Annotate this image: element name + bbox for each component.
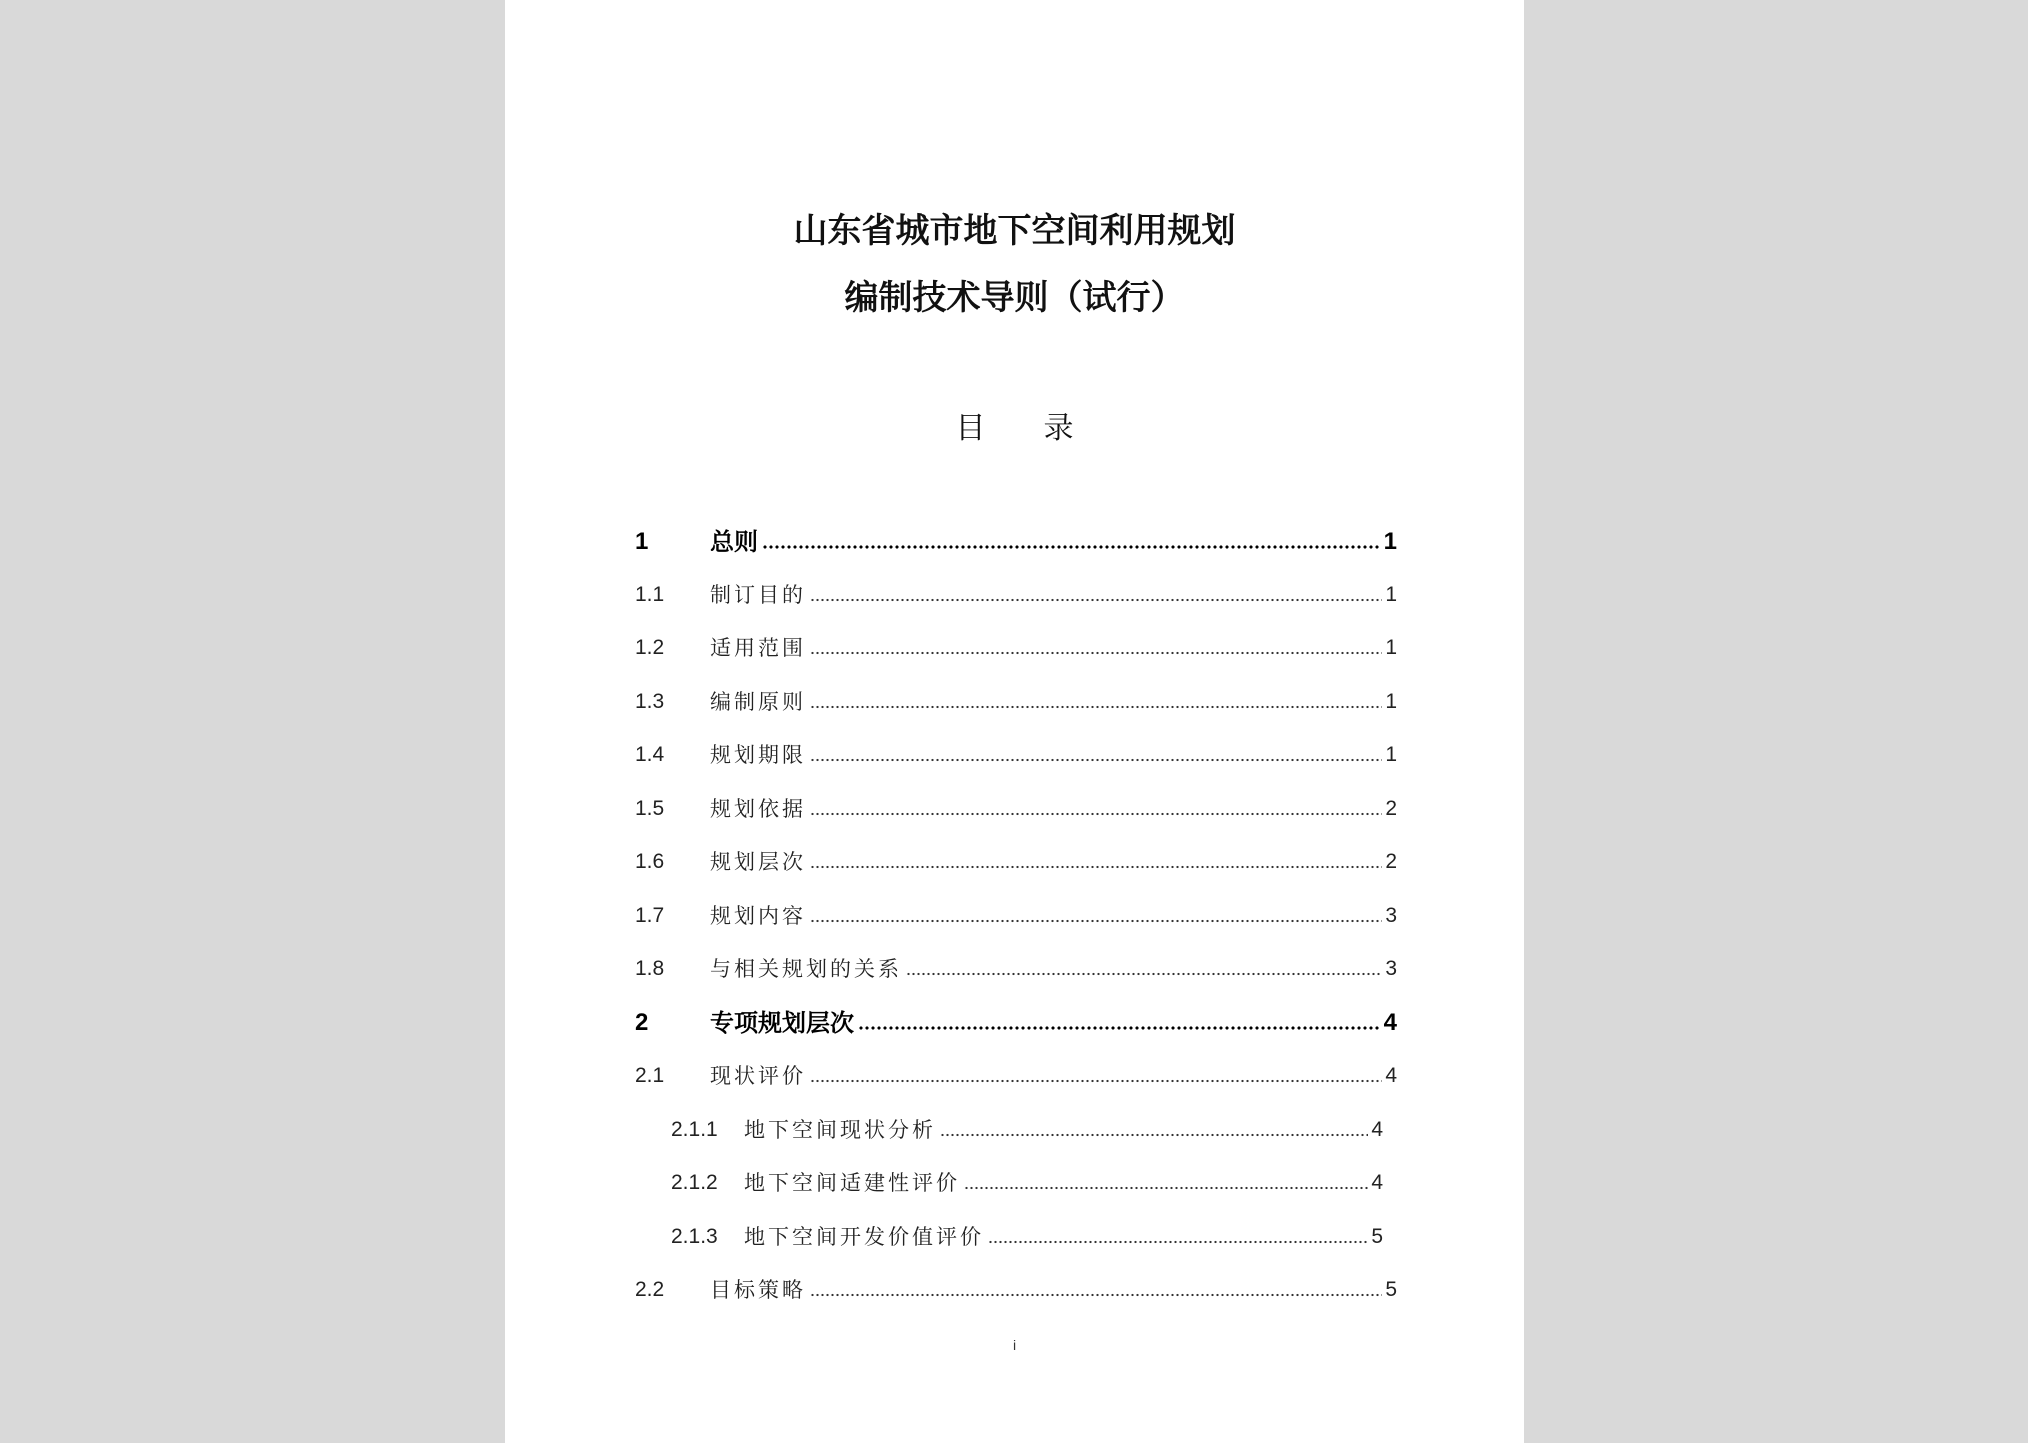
toc-entry-title: 地下空间开发价值评价: [744, 1225, 984, 1249]
toc-entry-number: 2: [635, 1009, 649, 1036]
toc-entry-title: 目标策略: [710, 1278, 806, 1302]
toc-entry-page: 4: [1385, 1064, 1397, 1087]
toc-dot-leader: [810, 597, 1382, 603]
toc-entry[interactable]: [635, 896, 1397, 930]
toc-entry[interactable]: [635, 1270, 1397, 1304]
toc-entry-number: 1.2: [635, 636, 665, 659]
toc-entry-page: 5: [1385, 1278, 1397, 1301]
toc-entry-title: 规划期限: [710, 743, 806, 767]
toc-entry-page: 3: [1385, 904, 1397, 927]
toc-entry-number: 1.3: [635, 690, 665, 713]
document-page: [505, 0, 1524, 1443]
toc-entry[interactable]: [635, 735, 1397, 769]
toc-entry[interactable]: [635, 842, 1397, 876]
toc-entry[interactable]: [671, 1110, 1383, 1144]
toc-dot-leader: [810, 757, 1382, 763]
toc-dot-leader: [810, 650, 1382, 656]
toc-entry-number: 1.6: [635, 850, 665, 873]
toc-dot-leader: [810, 704, 1382, 710]
toc-entry-page: 1: [1385, 743, 1397, 766]
toc-entry[interactable]: [635, 789, 1397, 823]
toc-entry-title: 编制原则: [710, 690, 806, 714]
toc-entry-title: 适用范围: [710, 636, 806, 660]
toc-entry[interactable]: [635, 575, 1397, 609]
toc-entry-title: 制订目的: [710, 583, 806, 607]
toc-entry-page: 3: [1385, 957, 1397, 980]
toc-entry-page: 4: [1371, 1171, 1383, 1194]
toc-entry-number: 1.7: [635, 904, 665, 927]
toc-entry-title: 与相关规划的关系: [710, 957, 902, 981]
toc-entry-number: 1.1: [635, 583, 665, 606]
toc-entry-number: 2.1: [635, 1064, 665, 1087]
toc-entry-page: 5: [1371, 1225, 1383, 1248]
toc-dot-leader: [810, 1292, 1382, 1298]
toc-entry-number: 1.5: [635, 797, 665, 820]
toc-dot-leader: [810, 1078, 1382, 1084]
toc-entry[interactable]: [671, 1163, 1383, 1197]
toc-entry-number: 2.1.3: [671, 1225, 718, 1248]
toc-entry[interactable]: [635, 1056, 1397, 1090]
toc-entry-number: 2.1.2: [671, 1171, 718, 1194]
toc-entry-page: 4: [1383, 1009, 1397, 1036]
toc-entry-title: 现状评价: [710, 1064, 806, 1088]
toc-entry[interactable]: [671, 1217, 1383, 1251]
table-of-contents: [635, 0, 1397, 1443]
toc-entry-number: 2.2: [635, 1278, 665, 1301]
document-title-line-2: 编制技术导则（试行）: [844, 278, 1185, 318]
toc-dot-leader: [940, 1132, 1368, 1138]
toc-heading: 目录: [955, 411, 1132, 446]
toc-entry-page: 1: [1385, 690, 1397, 713]
toc-dot-leader: [858, 1025, 1381, 1031]
toc-entry-number: 1.4: [635, 743, 665, 766]
toc-entry-title: 规划层次: [710, 850, 806, 874]
toc-entry-page: 2: [1385, 850, 1397, 873]
toc-entry-title: 地下空间适建性评价: [744, 1171, 960, 1195]
toc-entry-page: 2: [1385, 797, 1397, 820]
toc-entry[interactable]: [635, 522, 1397, 556]
toc-entry-title: 专项规划层次: [710, 1009, 854, 1037]
toc-dot-leader: [810, 864, 1382, 870]
toc-entry[interactable]: [635, 949, 1397, 983]
toc-dot-leader: [988, 1239, 1368, 1245]
toc-entry-number: 2.1.1: [671, 1118, 718, 1141]
toc-dot-leader: [964, 1185, 1368, 1191]
toc-entry[interactable]: [635, 628, 1397, 662]
toc-entry-page: 4: [1371, 1118, 1383, 1141]
toc-entry-title: 地下空间现状分析: [744, 1118, 936, 1142]
toc-entry-page: 1: [1385, 636, 1397, 659]
toc-entry-page: 1: [1383, 528, 1397, 555]
toc-dot-leader: [810, 811, 1382, 817]
toc-dot-leader: [762, 544, 1381, 550]
page-footer-number: i: [1012, 1337, 1017, 1353]
toc-entry-title: 总则: [710, 528, 758, 556]
toc-entry[interactable]: [635, 1003, 1397, 1037]
document-title-line-1: 山东省城市地下空间利用规划: [793, 211, 1236, 251]
toc-entry-title: 规划内容: [710, 904, 806, 928]
toc-entry[interactable]: [635, 682, 1397, 716]
toc-entry-page: 1: [1385, 583, 1397, 606]
toc-dot-leader: [810, 918, 1382, 924]
toc-entry-number: 1: [635, 528, 649, 555]
toc-entry-title: 规划依据: [710, 797, 806, 821]
toc-dot-leader: [906, 971, 1382, 977]
toc-entry-number: 1.8: [635, 957, 665, 980]
